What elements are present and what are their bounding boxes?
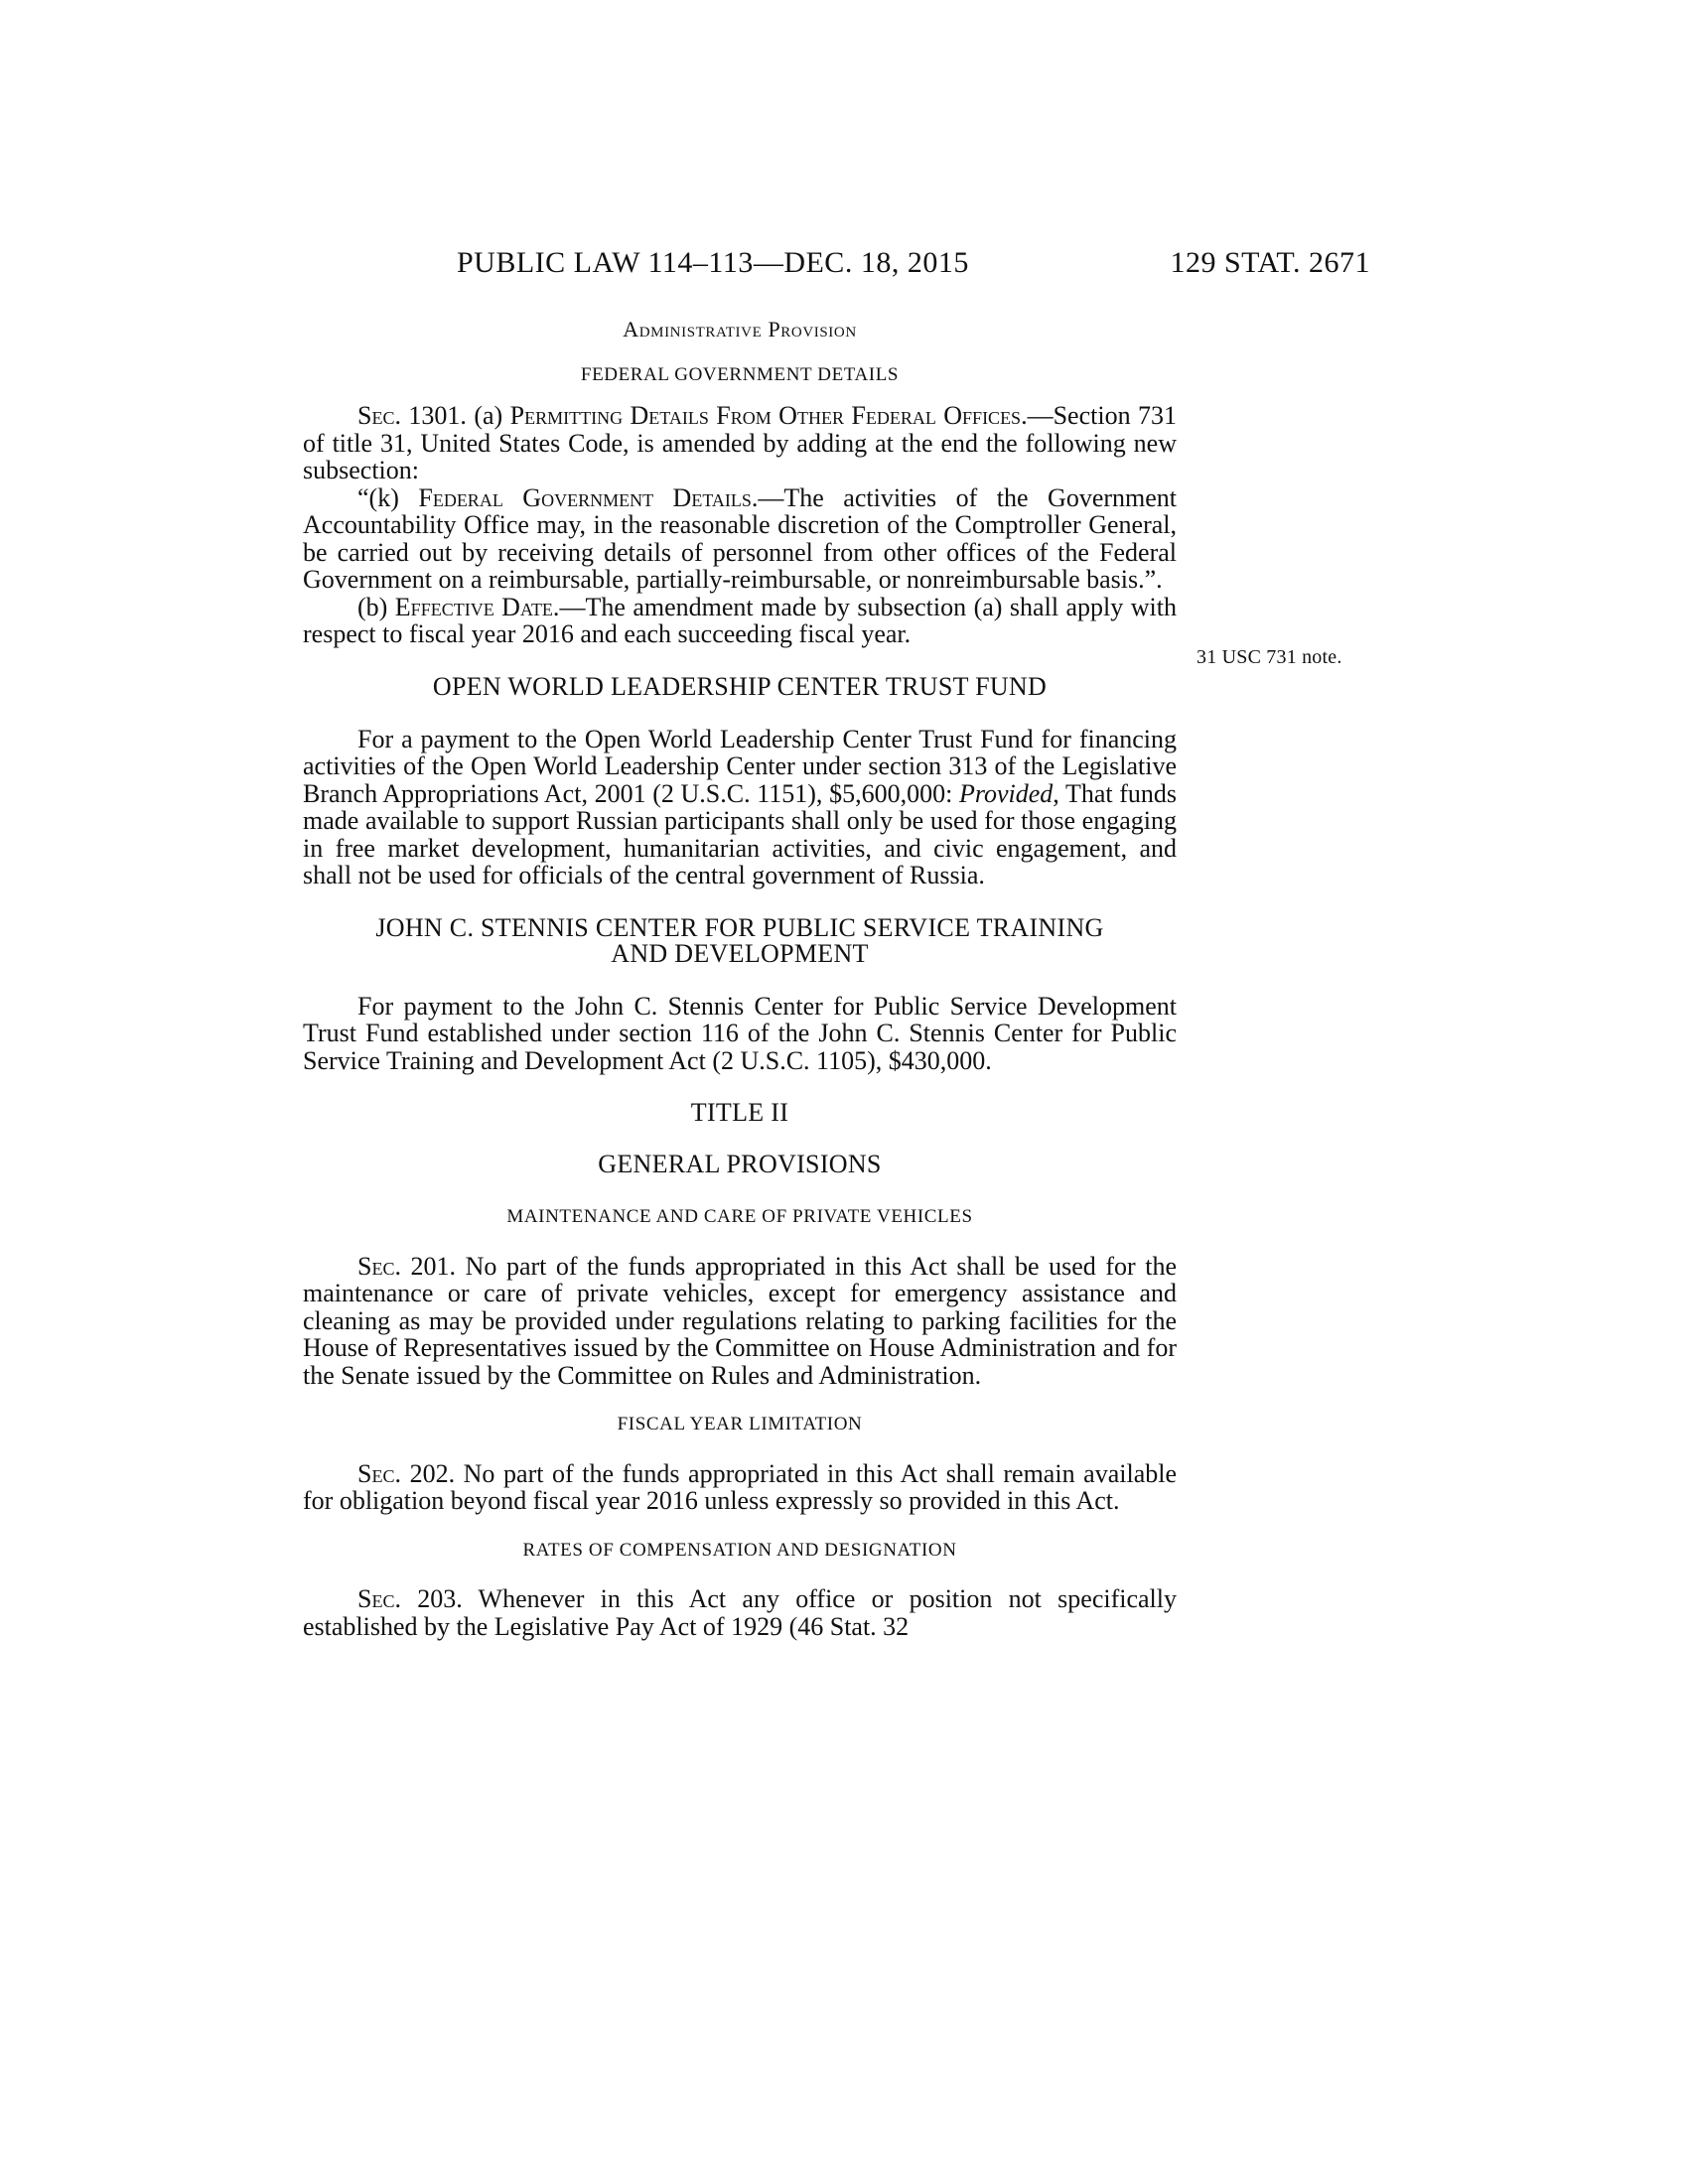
section-heading: Administrative Provision [623,317,857,341]
section-heading: RATES OF COMPENSATION AND DESIGNATION [522,1539,957,1561]
section-open-world [303,671,1178,889]
paragraph-sec1301-k [303,484,1177,594]
sec-label: Sec. [357,1584,401,1613]
paragraph-sec201 [303,1253,1177,1390]
paragraph-sec203 [303,1585,1177,1640]
sec-label: Sec. [357,401,401,430]
paragraph-text: For a payment to the Open World Leadership Center Trust Fund for financing activities of the Open World Leadership Center under section 313 of the Legislative Branch Appropriations Act, 2001 (2 U.S.C. 1151), $5,600,000: [303,724,1177,808]
paragraph-open-world [303,726,1177,889]
section-201 [303,1203,1177,1389]
section-heading-line1: JOHN C. STENNIS CENTER FOR PUBLIC SERVICE TRAINING [375,912,1104,942]
public-law-citation: PUBLIC LAW 114–113—DEC. 18, 2015 [457,246,969,279]
section-202 [303,1411,1177,1515]
section-203 [303,1537,1177,1641]
section-heading: OPEN WORLD LEADERSHIP CENTER TRUST FUND [432,671,1048,701]
paragraph-text: 202. No part of the funds appropriated in this Act shall remain available for obligation beyond fiscal year 2016 unless expressly so provided in this Act. [303,1458,1177,1515]
paragraph-sec1301-b [303,594,1177,648]
section-heading: FISCAL YEAR LIMITATION [617,1414,863,1434]
subsection-title: Effective Date. [394,592,560,621]
sec-number: 1301. (a) [400,401,510,430]
paragraph-text: —The activities of the Government Accountability Office may, in the reasonable discretion of the Comptroller General, be carried out by receiving details of personnel from other offices of the Federal Government on a reimbursable, partially-reimbursable, or nonreimbursable basis.”. [303,482,1178,594]
subsection-lead: (b) [357,592,395,621]
paragraph-text: —Section 731 of title 31, United States Code, is amended by adding at the end the following new subsection: [303,401,1177,484]
paragraph-text: —The amendment made by subsection (a) shall apply with respect to fiscal year 2016 and each succeeding fiscal year. [303,592,1177,648]
subsection-title: Permitting Details From Other Federal Offices. [509,401,1028,430]
title-heading: TITLE II [690,1098,789,1127]
paragraph-text: 201. No part of the funds appropriated in this Act shall be used for the maintenance or care of private vehicles, except for emergency assistance and cleaning as may be provided under regulations relating to parking facilities for the House of Representatives issued by the Committee on House Administration and for the Senate issued by the Committee on Rules and Administration. [303,1251,1177,1390]
sec-label: Sec. [357,1251,401,1281]
section-subheading: FEDERAL GOVERNMENT DETAILS [580,363,900,385]
provided-term: Provided [958,778,1054,808]
paragraph-sec202 [303,1460,1177,1515]
paragraph-text-continued: , That funds made available to support Russian participants shall only be used for those engaging in free market development, humanitarian activities, and civic engagement, and shall not be used for officials of the central government of Russia. [303,778,1178,889]
running-head [457,246,1370,286]
sec-label: Sec. [357,1458,401,1488]
subsection-lead: “(k) [357,482,419,512]
subsection-title: Federal Government Details. [418,482,759,512]
document-body [303,316,1177,1640]
paragraph-stennis: For payment to the John C. Stennis Center for Public Service Development Trust Fund established under section 116 of the John C. Stennis Center for Public Service Training and Development Act (2 U.S.C. 1105), $430,000. [303,991,1177,1075]
paragraph-sec1301-a [303,402,1177,484]
statute-page-number: 129 STAT. 2671 [1170,246,1370,279]
paragraph-text: 203. Whenever in this Act any office or position not specifically established by the Legislative Pay Act of 1929 (46 Stat. 32 [303,1584,1177,1641]
section-administrative-provision [303,316,1177,648]
margin-note: 31 USC 731 note. [1196,646,1342,668]
section-heading: MAINTENANCE AND CARE OF PRIVATE VEHICLES [506,1206,973,1227]
title-ii [303,1100,1177,1177]
section-stennis-center [303,912,1177,1075]
title-subheading: GENERAL PROVISIONS [598,1150,882,1178]
section-heading-line2: AND DEVELOPMENT [611,938,869,968]
